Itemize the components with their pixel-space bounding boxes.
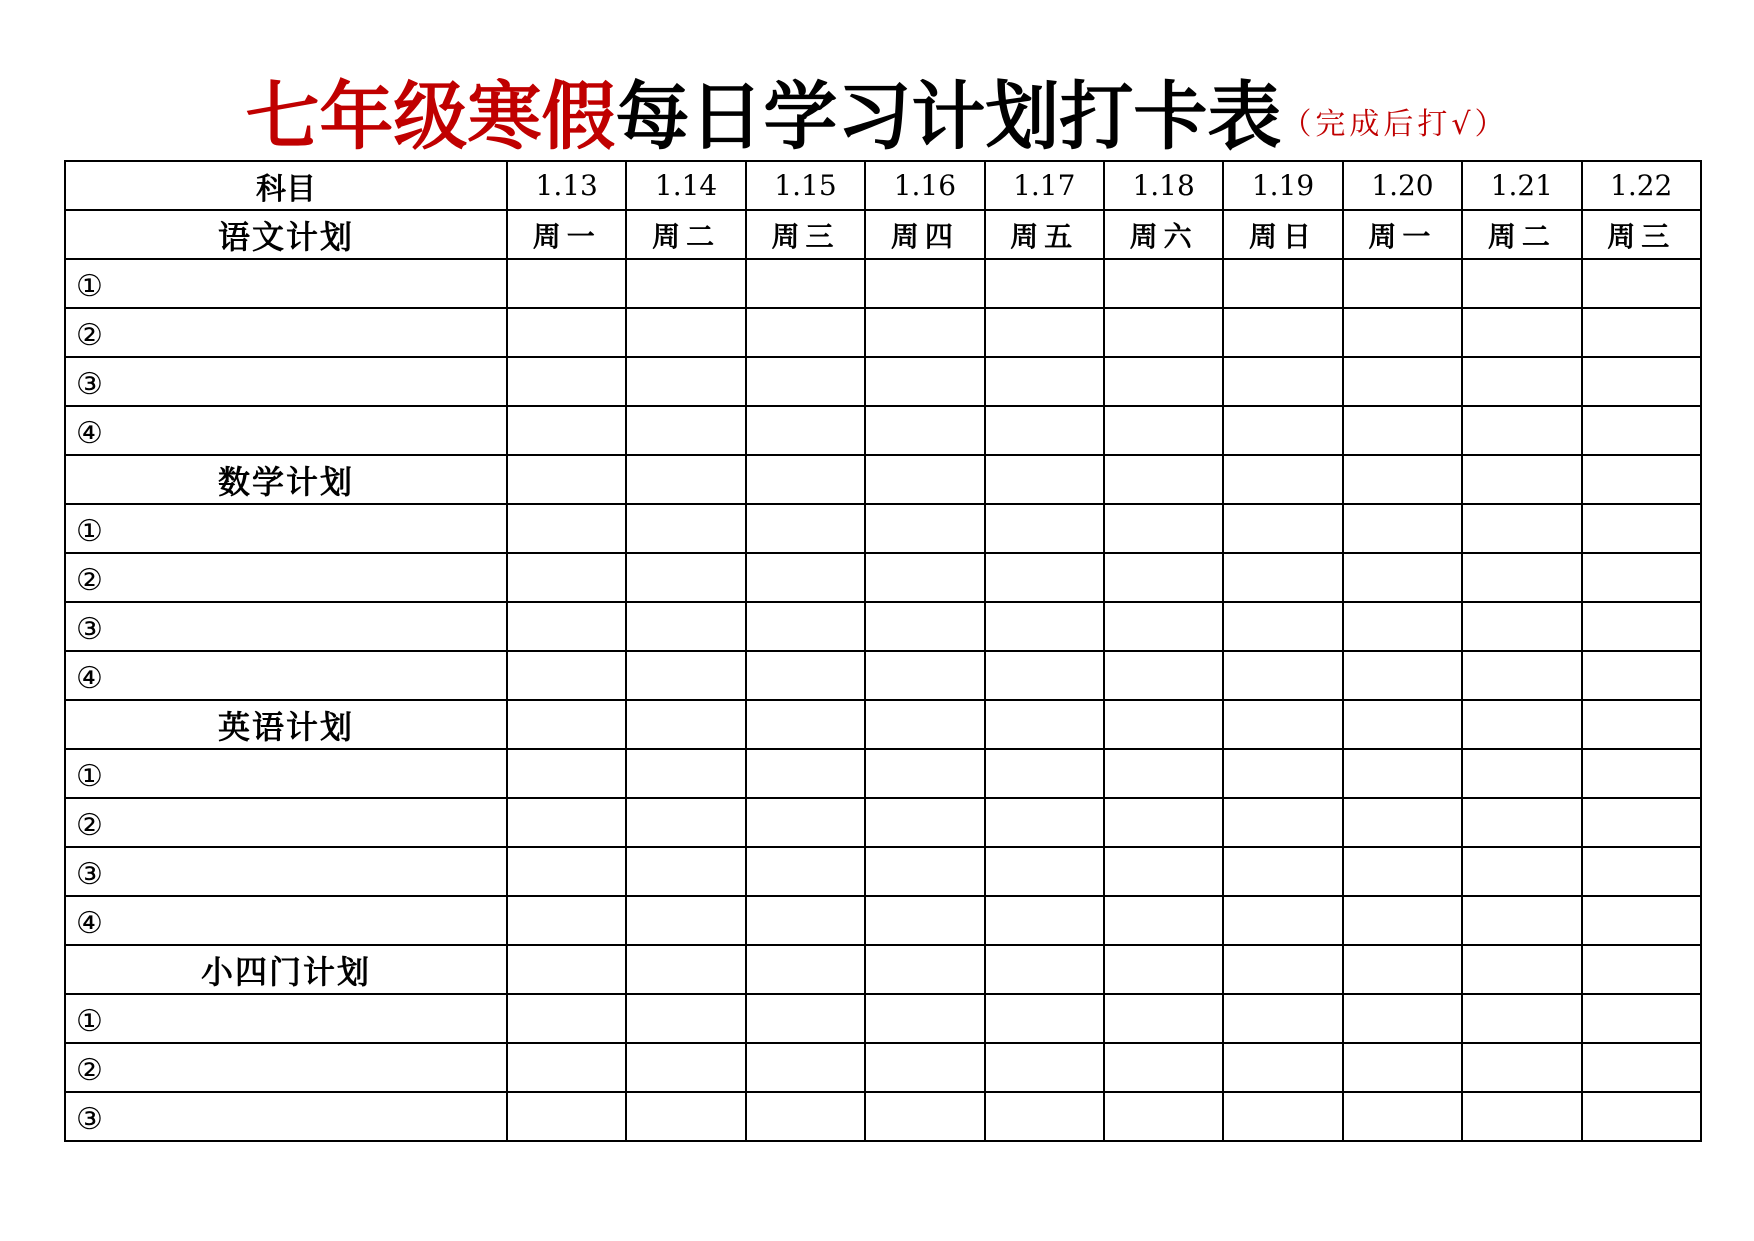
checkin-cell[interactable] <box>507 651 626 700</box>
date-header: 1.15 <box>746 161 865 210</box>
checkin-cell[interactable] <box>865 798 984 847</box>
checkin-cell[interactable] <box>1582 308 1701 357</box>
checkin-cell[interactable] <box>1343 259 1462 308</box>
date-header: 1.14 <box>626 161 745 210</box>
plan-item-row <box>65 994 1701 1043</box>
checkin-cell[interactable] <box>1582 945 1701 994</box>
checkin-cell[interactable] <box>507 994 626 1043</box>
checkin-cell[interactable] <box>1223 259 1342 308</box>
checkin-cell[interactable] <box>1343 1043 1462 1092</box>
checkin-cell[interactable] <box>1343 504 1462 553</box>
plan-item-number[interactable]: ① <box>65 994 507 1043</box>
checkin-cell[interactable] <box>746 357 865 406</box>
checkin-cell[interactable] <box>1462 553 1581 602</box>
checkin-cell[interactable] <box>626 504 745 553</box>
section-label: 数学计划 <box>65 455 507 504</box>
checkin-cell[interactable] <box>746 406 865 455</box>
plan-item-number[interactable]: ① <box>65 259 507 308</box>
plan-item-row <box>65 749 1701 798</box>
checkin-cell[interactable] <box>507 406 626 455</box>
weekday-header: 周六 <box>1104 210 1223 259</box>
weekday-header: 周四 <box>865 210 984 259</box>
checkin-cell[interactable] <box>1462 308 1581 357</box>
checkin-cell[interactable] <box>1104 1043 1223 1092</box>
checkin-cell[interactable] <box>626 896 745 945</box>
plan-item-number[interactable]: ③ <box>65 847 507 896</box>
title-note: （完成后打√） <box>1281 107 1509 142</box>
date-header: 1.19 <box>1223 161 1342 210</box>
section-header-row <box>65 700 1701 749</box>
checkin-cell[interactable] <box>746 553 865 602</box>
checkin-cell[interactable] <box>865 553 984 602</box>
checkin-cell[interactable] <box>1104 455 1223 504</box>
checkin-cell[interactable] <box>985 798 1104 847</box>
checkin-cell[interactable] <box>1462 994 1581 1043</box>
checkin-cell[interactable] <box>985 700 1104 749</box>
plan-item-row <box>65 259 1701 308</box>
checkin-cell[interactable] <box>1462 896 1581 945</box>
checkin-cell[interactable] <box>1343 1092 1462 1141</box>
checkin-cell[interactable] <box>746 1043 865 1092</box>
checkin-cell[interactable] <box>1462 945 1581 994</box>
checkin-cell[interactable] <box>626 308 745 357</box>
title-grade-part: 七年级寒假 <box>245 74 616 160</box>
plan-item-row <box>65 896 1701 945</box>
checkin-cell[interactable] <box>746 896 865 945</box>
title-main-part: 每日学习计划打卡表 <box>615 74 1282 160</box>
checkin-cell[interactable] <box>1462 847 1581 896</box>
checkin-cell[interactable] <box>1462 455 1581 504</box>
checkin-cell[interactable] <box>1104 504 1223 553</box>
checkin-cell[interactable] <box>865 847 984 896</box>
plan-item-number[interactable]: ② <box>65 308 507 357</box>
checkin-cell[interactable] <box>1343 651 1462 700</box>
checkin-table <box>64 160 1702 1142</box>
checkin-cell[interactable] <box>1462 1043 1581 1092</box>
weekday-header: 周三 <box>746 210 865 259</box>
checkin-cell[interactable] <box>1223 1092 1342 1141</box>
plan-item-row <box>65 553 1701 602</box>
checkin-cell[interactable] <box>1343 994 1462 1043</box>
plan-item-number[interactable]: ④ <box>65 406 507 455</box>
checkin-cell[interactable] <box>626 553 745 602</box>
checkin-cell[interactable] <box>1223 945 1342 994</box>
checkin-cell[interactable] <box>626 602 745 651</box>
checkin-cell[interactable] <box>746 308 865 357</box>
checkin-cell[interactable] <box>865 749 984 798</box>
checkin-cell[interactable] <box>985 945 1104 994</box>
checkin-cell[interactable] <box>507 455 626 504</box>
checkin-cell[interactable] <box>1104 847 1223 896</box>
checkin-cell[interactable] <box>1223 847 1342 896</box>
checkin-cell[interactable] <box>1343 798 1462 847</box>
checkin-cell[interactable] <box>1582 553 1701 602</box>
checkin-cell[interactable] <box>1223 553 1342 602</box>
checkin-cell[interactable] <box>1343 455 1462 504</box>
checkin-cell[interactable] <box>985 602 1104 651</box>
checkin-cell[interactable] <box>1343 896 1462 945</box>
checkin-cell[interactable] <box>626 994 745 1043</box>
checkin-cell[interactable] <box>1223 1043 1342 1092</box>
plan-item-number[interactable]: ① <box>65 749 507 798</box>
checkin-cell[interactable] <box>1223 651 1342 700</box>
checkin-cell[interactable] <box>746 651 865 700</box>
checkin-cell[interactable] <box>1582 994 1701 1043</box>
checkin-cell[interactable] <box>865 651 984 700</box>
checkin-cell[interactable] <box>985 406 1104 455</box>
checkin-cell[interactable] <box>746 749 865 798</box>
plan-item-number[interactable]: ② <box>65 798 507 847</box>
checkin-cell[interactable] <box>1223 455 1342 504</box>
checkin-cell[interactable] <box>507 847 626 896</box>
checkin-cell[interactable] <box>985 994 1104 1043</box>
checkin-cell[interactable] <box>507 504 626 553</box>
weekday-header: 周二 <box>1462 210 1581 259</box>
date-header: 1.16 <box>865 161 984 210</box>
checkin-cell[interactable] <box>626 406 745 455</box>
checkin-cell[interactable] <box>865 308 984 357</box>
checkin-cell[interactable] <box>985 259 1104 308</box>
plan-item-row <box>65 602 1701 651</box>
checkin-cell[interactable] <box>985 455 1104 504</box>
checkin-cell[interactable] <box>1223 994 1342 1043</box>
checkin-cell[interactable] <box>865 994 984 1043</box>
checkin-cell[interactable] <box>1582 455 1701 504</box>
checkin-cell[interactable] <box>1104 1092 1223 1141</box>
plan-item-number[interactable]: ④ <box>65 651 507 700</box>
checkin-cell[interactable] <box>985 308 1104 357</box>
checkin-cell[interactable] <box>626 798 745 847</box>
section-label: 小四门计划 <box>65 945 507 994</box>
checkin-cell[interactable] <box>865 504 984 553</box>
date-header: 1.13 <box>507 161 626 210</box>
checkin-cell[interactable] <box>985 847 1104 896</box>
checkin-cell[interactable] <box>1582 357 1701 406</box>
section-header-row <box>65 210 1701 259</box>
checkin-cell[interactable] <box>1223 406 1342 455</box>
section-label: 语文计划 <box>65 210 507 259</box>
checkin-cell[interactable] <box>507 945 626 994</box>
checkin-cell[interactable] <box>1582 700 1701 749</box>
checkin-cell[interactable] <box>1104 651 1223 700</box>
checkin-cell[interactable] <box>746 700 865 749</box>
checkin-cell[interactable] <box>1582 651 1701 700</box>
section-header-row <box>65 455 1701 504</box>
checkin-cell[interactable] <box>985 357 1104 406</box>
checkin-cell[interactable] <box>1104 259 1223 308</box>
checkin-cell[interactable] <box>1104 798 1223 847</box>
checkin-cell[interactable] <box>1343 553 1462 602</box>
checkin-cell[interactable] <box>1104 406 1223 455</box>
section-header-row <box>65 945 1701 994</box>
checkin-cell[interactable] <box>626 847 745 896</box>
date-header: 1.20 <box>1343 161 1462 210</box>
checkin-cell[interactable] <box>865 945 984 994</box>
plan-item-row <box>65 651 1701 700</box>
checkin-cell[interactable] <box>507 749 626 798</box>
weekday-header: 周五 <box>985 210 1104 259</box>
checkin-cell[interactable] <box>626 357 745 406</box>
weekday-header: 周一 <box>1343 210 1462 259</box>
checkin-cell[interactable] <box>507 259 626 308</box>
section-label: 英语计划 <box>65 700 507 749</box>
checkin-cell[interactable] <box>1223 700 1342 749</box>
checkin-cell[interactable] <box>985 504 1104 553</box>
checkin-cell[interactable] <box>1462 651 1581 700</box>
date-header: 1.22 <box>1582 161 1701 210</box>
weekday-header: 周一 <box>507 210 626 259</box>
plan-item-row <box>65 406 1701 455</box>
checkin-cell[interactable] <box>746 504 865 553</box>
checkin-cell[interactable] <box>865 1043 984 1092</box>
checkin-cell[interactable] <box>1462 1092 1581 1141</box>
checkin-cell[interactable] <box>865 1092 984 1141</box>
weekday-header: 周日 <box>1223 210 1342 259</box>
checkin-cell[interactable] <box>1582 504 1701 553</box>
checkin-cell[interactable] <box>1462 259 1581 308</box>
checkin-cell[interactable] <box>1582 896 1701 945</box>
plan-item-row <box>65 357 1701 406</box>
checkin-cell[interactable] <box>1582 1092 1701 1141</box>
date-header: 1.21 <box>1462 161 1581 210</box>
checkin-cell[interactable] <box>1462 749 1581 798</box>
checkin-cell[interactable] <box>507 1092 626 1141</box>
checkin-cell[interactable] <box>1223 602 1342 651</box>
checkin-cell[interactable] <box>626 945 745 994</box>
checkin-cell[interactable] <box>507 553 626 602</box>
checkin-cell[interactable] <box>507 357 626 406</box>
checkin-cell[interactable] <box>1343 945 1462 994</box>
weekday-header: 周二 <box>626 210 745 259</box>
checkin-cell[interactable] <box>626 259 745 308</box>
checkin-cell[interactable] <box>1223 798 1342 847</box>
checkin-cell[interactable] <box>1104 749 1223 798</box>
checkin-cell[interactable] <box>1104 994 1223 1043</box>
checkin-cell[interactable] <box>1104 700 1223 749</box>
checkin-cell[interactable] <box>626 455 745 504</box>
checkin-cell[interactable] <box>1223 504 1342 553</box>
plan-item-number[interactable]: ③ <box>65 1092 507 1141</box>
checkin-cell[interactable] <box>1462 406 1581 455</box>
checkin-cell[interactable] <box>1104 945 1223 994</box>
checkin-cell[interactable] <box>746 1092 865 1141</box>
checkin-cell[interactable] <box>507 602 626 651</box>
checkin-cell[interactable] <box>985 1043 1104 1092</box>
checkin-cell[interactable] <box>985 1092 1104 1141</box>
checkin-cell[interactable] <box>1462 357 1581 406</box>
date-header: 1.18 <box>1104 161 1223 210</box>
checkin-cell[interactable] <box>985 896 1104 945</box>
checkin-cell[interactable] <box>865 406 984 455</box>
checkin-cell[interactable] <box>1223 308 1342 357</box>
date-header: 1.17 <box>985 161 1104 210</box>
checkin-cell[interactable] <box>746 994 865 1043</box>
checkin-cell[interactable] <box>1582 406 1701 455</box>
checkin-cell[interactable] <box>865 455 984 504</box>
checkin-cell[interactable] <box>1582 602 1701 651</box>
checkin-cell[interactable] <box>1582 798 1701 847</box>
checkin-cell[interactable] <box>1462 700 1581 749</box>
checkin-cell[interactable] <box>985 651 1104 700</box>
checkin-cell[interactable] <box>746 847 865 896</box>
checkin-cell[interactable] <box>626 700 745 749</box>
checkin-cell[interactable] <box>746 259 865 308</box>
checkin-cell[interactable] <box>1343 602 1462 651</box>
checkin-cell[interactable] <box>626 749 745 798</box>
checkin-cell[interactable] <box>1582 259 1701 308</box>
checkin-cell[interactable] <box>1104 602 1223 651</box>
plan-item-row <box>65 1092 1701 1141</box>
checkin-cell[interactable] <box>1462 504 1581 553</box>
checkin-cell[interactable] <box>1582 847 1701 896</box>
plan-item-number[interactable]: ③ <box>65 357 507 406</box>
checkin-cell[interactable] <box>865 700 984 749</box>
plan-item-row <box>65 1043 1701 1092</box>
checkin-cell[interactable] <box>507 896 626 945</box>
checkin-cell[interactable] <box>1223 749 1342 798</box>
checkin-cell[interactable] <box>1343 406 1462 455</box>
checkin-cell[interactable] <box>1462 602 1581 651</box>
checkin-cell[interactable] <box>507 308 626 357</box>
checkin-cell[interactable] <box>1104 553 1223 602</box>
checkin-cell[interactable] <box>865 896 984 945</box>
plan-item-number[interactable]: ② <box>65 553 507 602</box>
plan-item-row <box>65 847 1701 896</box>
checkin-cell[interactable] <box>507 798 626 847</box>
page-title <box>0 72 1754 170</box>
plan-item-row <box>65 308 1701 357</box>
checkin-cell[interactable] <box>985 553 1104 602</box>
checkin-cell[interactable] <box>746 602 865 651</box>
checkin-cell[interactable] <box>1104 357 1223 406</box>
checkin-cell[interactable] <box>626 1043 745 1092</box>
plan-item-row <box>65 798 1701 847</box>
plan-item-number[interactable]: ① <box>65 504 507 553</box>
checkin-cell[interactable] <box>865 602 984 651</box>
checkin-cell[interactable] <box>507 1043 626 1092</box>
checkin-cell[interactable] <box>1462 798 1581 847</box>
checkin-cell[interactable] <box>1343 847 1462 896</box>
checkin-cell[interactable] <box>1343 749 1462 798</box>
checkin-cell[interactable] <box>746 945 865 994</box>
checkin-cell[interactable] <box>865 259 984 308</box>
checkin-cell[interactable] <box>626 651 745 700</box>
checkin-cell[interactable] <box>507 700 626 749</box>
checkin-cell[interactable] <box>1582 1043 1701 1092</box>
checkin-cell[interactable] <box>1223 357 1342 406</box>
checkin-cell[interactable] <box>865 357 984 406</box>
checkin-cell[interactable] <box>1343 357 1462 406</box>
checkin-cell[interactable] <box>626 1092 745 1141</box>
plan-item-number[interactable]: ④ <box>65 896 507 945</box>
plan-item-number[interactable]: ③ <box>65 602 507 651</box>
plan-item-row <box>65 504 1701 553</box>
checkin-cell[interactable] <box>1582 749 1701 798</box>
plan-item-number[interactable]: ② <box>65 1043 507 1092</box>
checkin-cell[interactable] <box>1104 308 1223 357</box>
checkin-cell[interactable] <box>1223 896 1342 945</box>
date-header-row <box>65 161 1701 210</box>
checkin-cell[interactable] <box>746 455 865 504</box>
subject-header: 科目 <box>65 161 507 210</box>
checkin-cell[interactable] <box>1343 700 1462 749</box>
checkin-cell[interactable] <box>746 798 865 847</box>
weekday-header: 周三 <box>1582 210 1701 259</box>
checkin-cell[interactable] <box>985 749 1104 798</box>
checkin-cell[interactable] <box>1104 896 1223 945</box>
checkin-cell[interactable] <box>1343 308 1462 357</box>
